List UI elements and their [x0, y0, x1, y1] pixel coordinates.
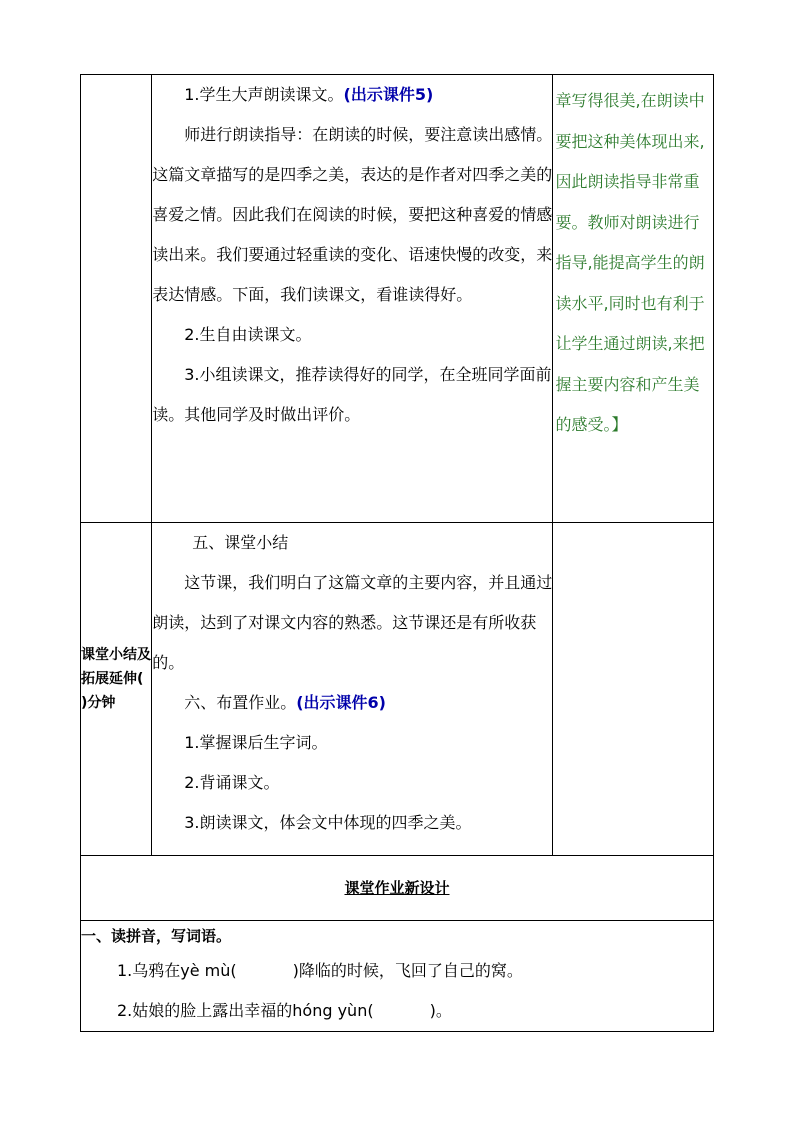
assignment-cell	[81, 921, 714, 1032]
reading-label-cell	[81, 75, 152, 523]
homework-item: 3.朗读课文，体会文中体现的四季之美。	[184, 813, 472, 832]
design-note-cell	[553, 75, 714, 523]
homework-heading: 六、布置作业。(出示课件6)	[184, 693, 386, 712]
reading-content-cell	[152, 75, 553, 523]
reading-step-2: 2.生自由读课文。	[184, 325, 312, 344]
summary-row	[81, 523, 714, 856]
homework-item: 1.掌握课后生字词。	[184, 733, 328, 752]
assignment-title: 课堂作业新设计	[81, 856, 714, 921]
lesson-plan-table	[80, 74, 714, 1032]
homework-item: 2.背诵课文。	[184, 773, 280, 792]
question-2: 2.姑娘的脸上露出幸福的hóng yùn( )。	[117, 1001, 452, 1020]
reading-step-3: 3.小组读课文，推荐读得好的同学，在全班同学面前读。其他同学及时做出评价。	[152, 365, 552, 424]
summary-content-cell	[152, 523, 553, 856]
part1-heading: 一、读拼音，写词语。	[81, 927, 232, 945]
reading-step-1: 1.学生大声朗读课文。(出示课件5)	[184, 85, 434, 104]
summary-note-cell	[553, 523, 714, 856]
summary-label-cell	[81, 523, 152, 856]
courseware-tag: (出示课件5)	[343, 85, 434, 104]
reading-row	[81, 75, 714, 523]
assignment-title-row	[81, 856, 714, 921]
question-1: 1.乌鸦在yè mù( )降临的时候，飞回了自己的窝。	[117, 961, 523, 980]
summary-heading: 五、课堂小结	[192, 533, 289, 552]
courseware-tag: (出示课件6)	[296, 693, 386, 712]
design-note: 章写得很美,在朗读中要把这种美体现出来,因此朗读指导非常重要。教师对朗读进行指导,能提高学生的朗读水平,同时也有利于让学生通过朗读,来把握主要内容和产生美的感受。】	[555, 91, 705, 434]
reading-guidance: 师进行朗读指导：在朗读的时候，要注意读出感情。这篇文章描写的是四季之美，表达的是作者对四季之美的喜爱之情。因此我们在阅读的时候，要把这种喜爱的情感读出来。我们要通过轻重读的变化、语速快慢的改变，来表达情感。下面，我们读课文，看谁读得好。	[152, 125, 553, 304]
summary-time-label: 课堂小结及拓展延伸( )分钟	[81, 647, 151, 711]
summary-text: 这节课，我们明白了这篇文章的主要内容，并且通过朗读，达到了对课文内容的熟悉。这节课还是有所收获的。	[152, 573, 553, 672]
assignment-row	[81, 921, 714, 1032]
